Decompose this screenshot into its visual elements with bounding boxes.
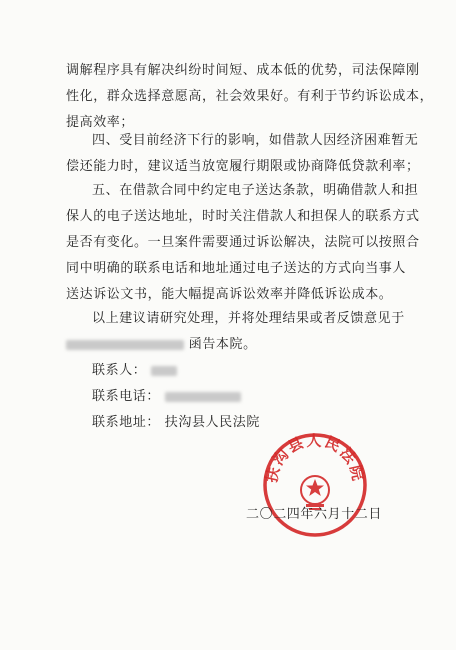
text-line: 调解程序具有解决纠纷时间短、成本低的优势，司法保障刚: [66, 63, 420, 78]
document-date: 二〇二四年六月十二日: [246, 507, 383, 522]
closing-paragraph: [66, 306, 405, 358]
text-line: 偿还能力时，建议适当放宽履行期限或协商降低贷款利率；: [66, 159, 420, 174]
text-line: 以上建议请研究处理，并将处理结果或者反馈意见于: [92, 311, 405, 326]
contact-phone-row: [66, 384, 388, 410]
redacted-contact-person: [151, 366, 177, 376]
closing-suffix: 函告本院。: [188, 337, 257, 352]
contact-block: [66, 358, 388, 436]
text-line: 提高效率；: [66, 115, 135, 130]
redacted-contact-phone: [165, 392, 241, 402]
text-line: 送达诉讼文书，能大幅提高诉讼效率并降低诉讼成本。: [66, 287, 393, 302]
text-line: [66, 332, 388, 358]
contact-address-value: 扶沟县人民法院: [164, 415, 260, 430]
item-five: [66, 178, 420, 308]
paragraph-continuation: [66, 58, 434, 136]
text-line: 保人的电子送达地址，时时关注借款人和担保人的联系方式: [66, 209, 420, 224]
item-four: [66, 128, 420, 180]
text-line: 四、受目前经济下行的影响，如借款人因经济困难暂无: [92, 133, 419, 148]
contact-person-row: [66, 358, 388, 384]
contact-person-label: 联系人：: [92, 363, 147, 378]
contact-address-label: 联系地址：: [92, 415, 161, 430]
text-line: 性化，群众选择意愿高，社会效果好。有利于节约诉讼成本，: [66, 89, 434, 104]
seal-text: 扶沟县人民法院: [262, 431, 368, 485]
redacted-deadline: [66, 340, 184, 350]
text-line: 五、在借款合同中约定电子送达条款，明确借款人和担: [92, 183, 419, 198]
text-line: 同中明确的联系电话和地址通过电子送达的方式向当事人: [66, 261, 407, 276]
text-line: 是否有变化。一旦案件需要通过诉讼解决，法院可以按照合: [66, 235, 420, 250]
contact-phone-label: 联系电话：: [92, 389, 161, 404]
court-seal: [260, 430, 370, 540]
